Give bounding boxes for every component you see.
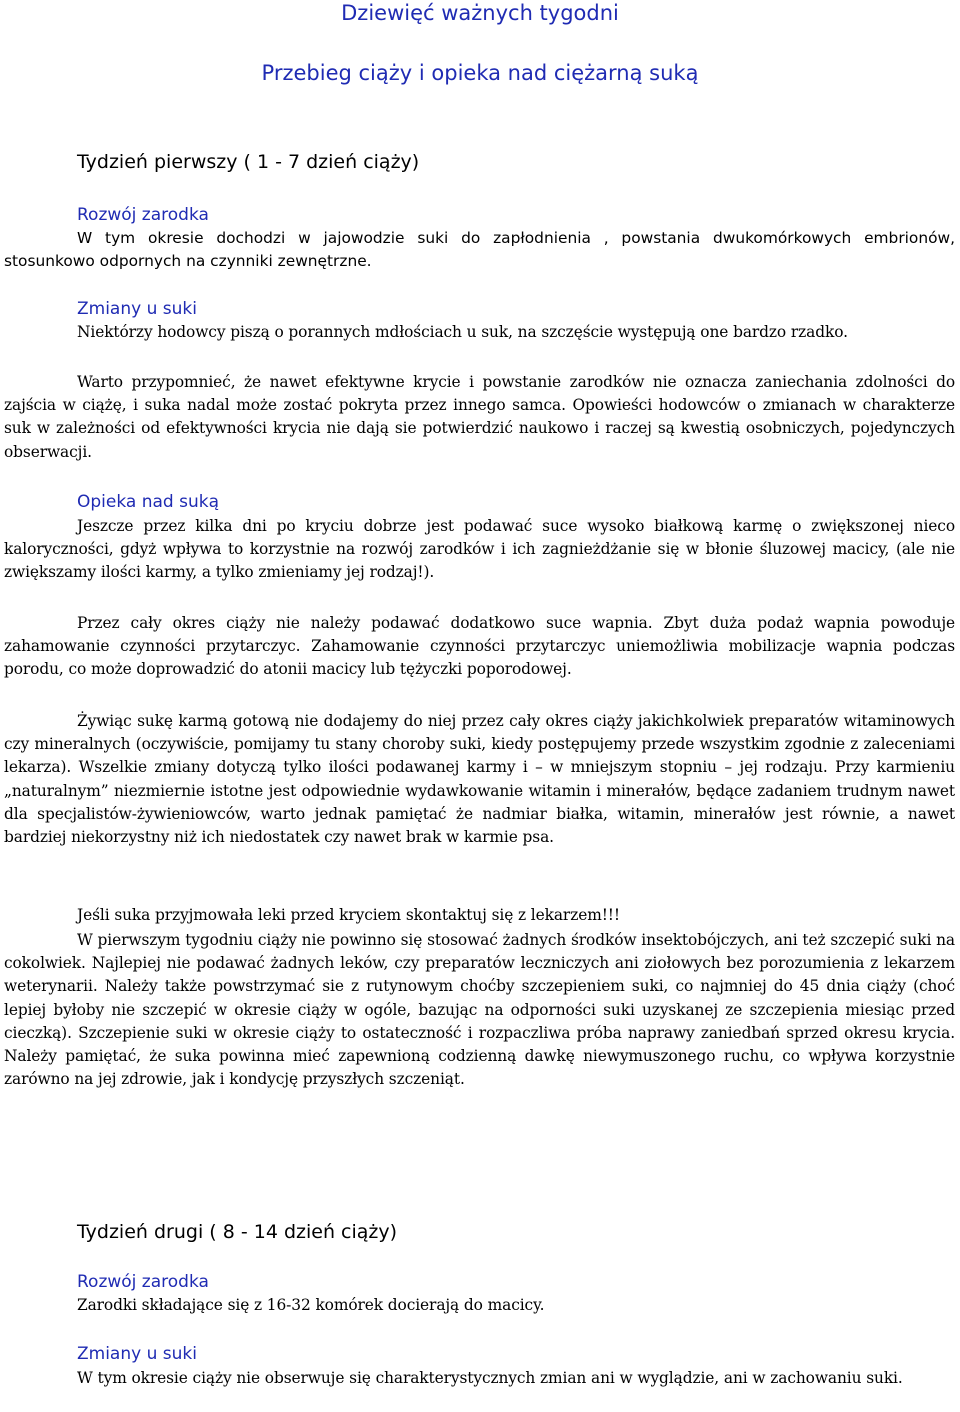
week1-care-heading: Opieka nad suką bbox=[77, 492, 220, 512]
document-title: Dziewięć ważnych tygodni bbox=[341, 1, 619, 25]
week2-changes-heading: Zmiany u suki bbox=[77, 1344, 197, 1364]
week2-heading: Tydzień drugi ( 8 - 14 dzień ciąży) bbox=[77, 1221, 398, 1243]
week2-changes-text: W tym okresie ciąży nie obserwuje się charakterystycznych zmian ani w wyglądzie, ani w zachowaniu suki. bbox=[77, 1369, 903, 1387]
week1-changes-heading: Zmiany u suki bbox=[77, 299, 197, 319]
week1-heading: Tydzień pierwszy ( 1 - 7 dzień ciąży) bbox=[77, 151, 420, 173]
week1-embryo-heading: Rozwój zarodka bbox=[77, 205, 209, 225]
week1-care-paragraph: Przez cały okres ciąży nie należy podawać dodatkowo suce wapnia. Zbyt duża podaż wapnia powoduje zahamowanie czynności przytarczyc. Zahamowanie czynności przytarczyc uniemożliwia mobilizacje wapnia podczas porodu, co może doprowadzić do atonii macicy lub tężyczki poporodowej. bbox=[4, 614, 955, 679]
week2-embryo-text: Zarodki składające się z 16-32 komórek docierają do macicy. bbox=[77, 1296, 545, 1314]
week1-embryo-text: W tym okresie dochodzi w jajowodzie suki do zapłodnienia , powstania dwukomórkowych embrionów, stosunkowo odpornych na czynniki zewnętrzne. bbox=[4, 229, 955, 271]
week2-embryo-heading: Rozwój zarodka bbox=[77, 1272, 209, 1292]
week1-care-paragraph: Jeśli suka przyjmowała leki przed kryciem skontaktuj się z lekarzem!!! bbox=[77, 906, 620, 924]
week1-care-paragraph: Żywiąc sukę karmą gotową nie dodajemy do niej przez cały okres ciąży jakichkolwiek preparatów witaminowych czy mineralnych (oczywiście, pomijamy tu stany choroby suki, kiedy postępujemy przede wszystkim zgodnie z zaleceniami lekarza). Wszelkie zmiany dotyczą tylko ilości podawanej karmy i – w mniejszym stopniu – jej rodzaju. Przy karmieniu „naturalnym” niezmiernie istotne jest odpowiednie wydawkowanie witamin i minerałów, będące zadaniem trudnym nawet dla specjalistów-żywieniowców, warto jednak pamiętać że nadmiar białka, witamin, minerałów jest równie, a nawet bardziej niekorzystny niż ich niedostatek czy nawet brak w karmie psa. bbox=[4, 712, 955, 847]
week1-care-paragraph: Jeszcze przez kilka dni po kryciu dobrze jest podawać suce wysoko białkową karmę o zwiększonej nieco kaloryczności, gdyż wpływa to korzystnie na rozwój zarodków i ich zagnieżdżanie się w błonie śluzowej macicy, (ale nie zwiększamy ilości karmy, a tylko zmieniamy jej rodzaj!). bbox=[4, 517, 955, 582]
week1-care-paragraph: W pierwszym tygodniu ciąży nie powinno się stosować żadnych środków insektobójczych, ani też szczepić suki na cokolwiek. Najlepiej nie podawać żadnych leków, czy preparatów leczniczych ani ziołowych bez porozumienia z lekarzem weterynarii. Należy także powstrzymać sie z rutynowym choćby szczepieniem suki, co najmniej do 45 dnia ciąży (choć lepiej byłoby nie szczepić w okresie ciąży w ogóle, bazując na odporności suki uzyskanej ze szczepienia miesiąc przed cieczką). Szczepienie suki w okresie ciąży to ostateczność i rozpaczliwa próba naprawy zaniedbań sprzed okresu krycia. Należy pamiętać, że suka powinna mieć zapewnioną codzienną dawkę niewymuszonego ruchu, co wpływa korzystnie zarówno na jej zdrowie, jak i kondycję przyszłych szczeniąt. bbox=[4, 931, 955, 1089]
document-subtitle: Przebieg ciąży i opieka nad ciężarną suką bbox=[261, 61, 699, 85]
week1-changes-paragraph: Warto przypomnieć, że nawet efektywne krycie i powstanie zarodków nie oznacza zaniechania zdolności do zajścia w ciążę, i suka nadal może zostać pokryta przez innego samca. Opowieści hodowców o zmianach w charakterze suk w zależności od efektywności krycia nie dają sie potwierdzić naukowo i raczej są kwestią osobniczych, pojedynczych obserwacji. bbox=[4, 373, 955, 461]
week1-changes-paragraph: Niektórzy hodowcy piszą o porannych mdłościach u suk, na szczęście występują one bardzo rzadko. bbox=[77, 323, 848, 341]
